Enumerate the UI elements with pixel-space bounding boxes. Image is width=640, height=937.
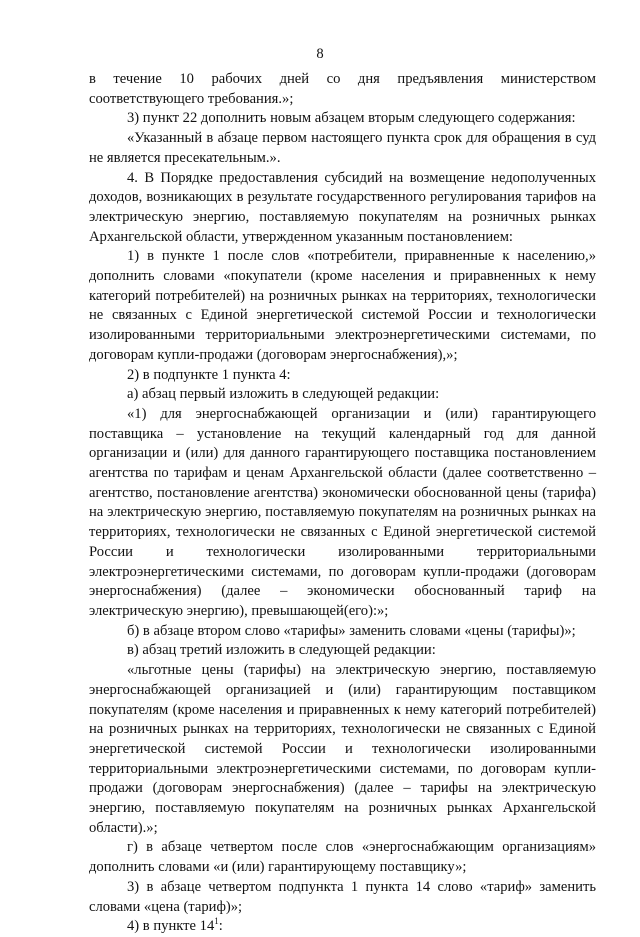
paragraph: г) в абзаце четвертом после слов «энергоснабжающим организациям» дополнить словами «и (или) гарантирующему поставщику»; <box>89 839 596 876</box>
paragraph: «1) для энергоснабжающей организации и (или) гарантирующего поставщика – установление на текущий календарный год для данной организации и (или) для данного гарантирующего поставщика постановлением агентства по тарифам и ценам Архангельской области (далее соответственно – агентство, постановление агентства) экономически обоснованной цены (тарифа) на электрическую энергию, поставляемую покупателям на розничных рынках на территориях, технологически не связанных с Единой энергетической системой России и технологически изолированными территориальными электроэнергетическими системами, по договорам купли-продажи (договорам энергоснабжения) (далее – экономически обоснованный тариф на электрическую энергию), превышающей(его):»; <box>89 405 596 619</box>
paragraph: «льготные цены (тарифы) на электрическую энергию, поставляемую энергоснабжающей организацией и (или) гарантирующим поставщиком покупателям (кроме населения и приравненных к нему категорий потребителей) на розничных рынках на территориях, технологически не связанных с Единой энергетической системой России и технологически изолированными территориальными электроэнергетическими системами, по договорам купли-продажи (договорам энергоснабжения) (далее – тарифы на электрическую энергию, поставляемую покупателям на розничных рынках Архангельской области).»; <box>89 662 596 836</box>
paragraph: 3) в абзаце четвертом подпункта 1 пункта 14 слово «тариф» заменить словами «цена (тариф)»; <box>89 878 596 915</box>
paragraph: в) абзац третий изложить в следующей редакции: <box>127 642 436 659</box>
paragraph: в течение 10 рабочих дней со дня предъявления министерством соответствующего требования.»; <box>89 71 596 107</box>
paragraph: «Указанный в абзаце первом настоящего пункта срок для обращения в суд не является пресекательным.». <box>89 130 596 166</box>
paragraph: 1) в пункте 1 после слов «потребители, приравненные к населению,» дополнить словами «покупатели (кроме населения и приравненных к нему категорий потребителей) на розничных рынках на территориях, технологически не связанных с Единой энергетической системой России и технологически изолированными территориальными электроэнергетическими системами, по договорам купли-продажи (договорам энергоснабжения),»; <box>89 248 596 363</box>
page-number: 8 <box>316 46 324 62</box>
document-body <box>89 70 596 937</box>
paragraph: 3) пункт 22 дополнить новым абзацем вторым следующего содержания: <box>127 110 576 127</box>
paragraph: 2) в подпункте 1 пункта 4: <box>127 366 291 383</box>
paragraph-last-suffix: : <box>218 918 223 935</box>
paragraph: б) в абзаце втором слово «тарифы» заменить словами «цены (тарифы)»; <box>127 622 576 639</box>
paragraph: а) абзац первый изложить в следующей редакции: <box>127 386 440 403</box>
paragraph-last-text: 4) в пункте 14 <box>127 918 215 935</box>
superscript: 1 <box>214 916 219 927</box>
paragraph: 4. В Порядке предоставления субсидий на возмещение недополученных доходов, возникающих в результате государственного регулирования тарифов на электрическую энергию, поставляемую покупателям на розничных рынках Архангельской области, утвержденном указанным постановлением: <box>89 169 596 245</box>
paragraph-last <box>89 917 596 937</box>
